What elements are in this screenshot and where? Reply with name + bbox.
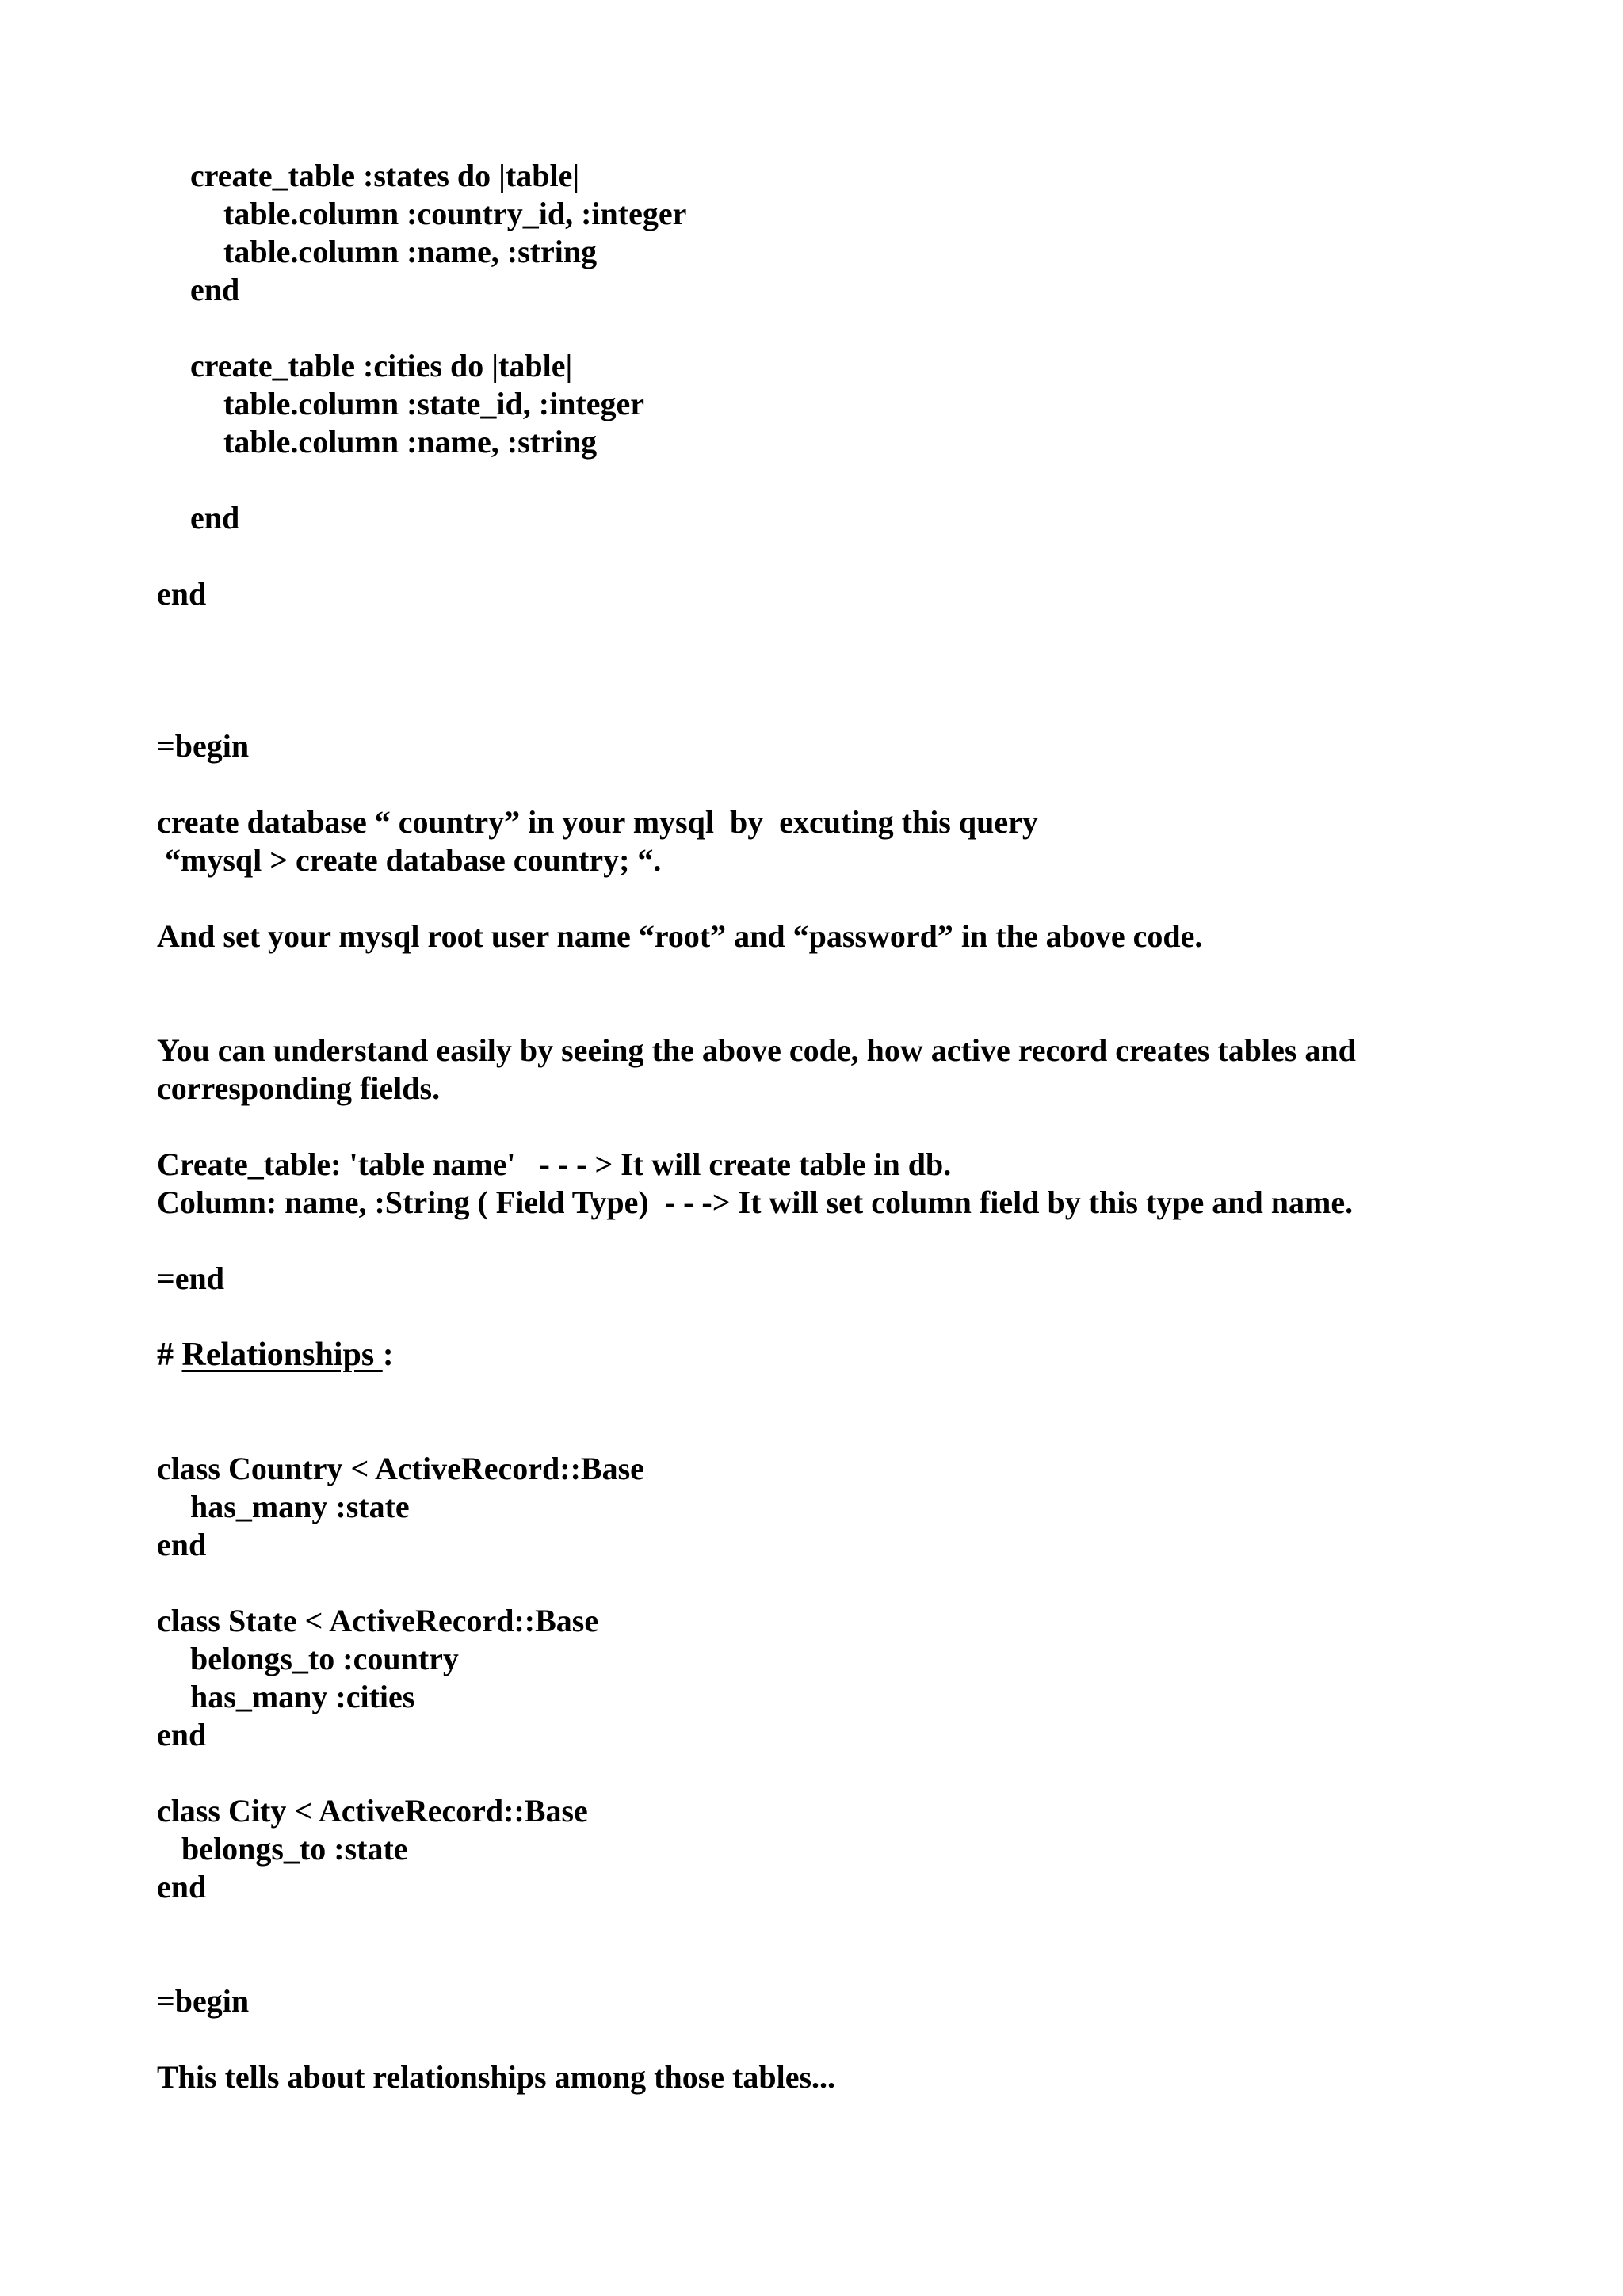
heading-title: Relationships bbox=[181, 1337, 383, 1373]
comment-begin: =begin bbox=[157, 1983, 250, 2019]
code-line: create_table :states do |table| bbox=[190, 158, 580, 193]
code-line: end bbox=[157, 576, 207, 612]
code-line: table.column :country_id, :integer bbox=[223, 196, 687, 231]
code-line: table.column :name, :string bbox=[223, 234, 598, 269]
paragraph-line: You can understand easily by seeing the above code, how active record creates tables and bbox=[157, 1032, 1356, 1068]
code-line: table.column :name, :string bbox=[223, 424, 598, 460]
heading-hash: # bbox=[157, 1337, 182, 1373]
code-line: end bbox=[157, 1869, 207, 1905]
paragraph-line: “mysql > create database country; “. bbox=[157, 842, 662, 878]
code-line: has_many :cities bbox=[190, 1679, 415, 1714]
code-line: belongs_to :country bbox=[190, 1641, 459, 1676]
code-line: end bbox=[157, 1717, 207, 1753]
code-line: table.column :state_id, :integer bbox=[223, 386, 645, 421]
code-line: class State < ActiveRecord::Base bbox=[157, 1603, 599, 1638]
code-line: class City < ActiveRecord::Base bbox=[157, 1793, 588, 1829]
code-line: end bbox=[190, 272, 240, 307]
code-line: end bbox=[190, 500, 240, 536]
paragraph-line: This tells about relationships among those tables... bbox=[157, 2059, 836, 2095]
comment-begin: =begin bbox=[157, 728, 250, 764]
code-line: create_table :cities do |table| bbox=[190, 348, 573, 383]
heading-colon: : bbox=[382, 1337, 394, 1373]
section-heading bbox=[157, 1336, 394, 1374]
code-line: end bbox=[157, 1527, 207, 1562]
code-line: belongs_to :state bbox=[181, 1831, 408, 1867]
paragraph-line: And set your mysql root user name “root” and “password” in the above code. bbox=[157, 918, 1203, 954]
code-line: class Country < ActiveRecord::Base bbox=[157, 1451, 644, 1486]
definition-line: Column: name, :String ( Field Type) - - -> It will set column field by this type and name. bbox=[157, 1184, 1354, 1220]
paragraph-line: create database “ country” in your mysql by excuting this query bbox=[157, 804, 1038, 840]
paragraph-line: corresponding fields. bbox=[157, 1070, 441, 1106]
definition-line: Create_table: 'table name' - - - > It will create table in db. bbox=[157, 1146, 952, 1182]
code-line: has_many :state bbox=[190, 1489, 410, 1524]
comment-end: =end bbox=[157, 1261, 225, 1296]
